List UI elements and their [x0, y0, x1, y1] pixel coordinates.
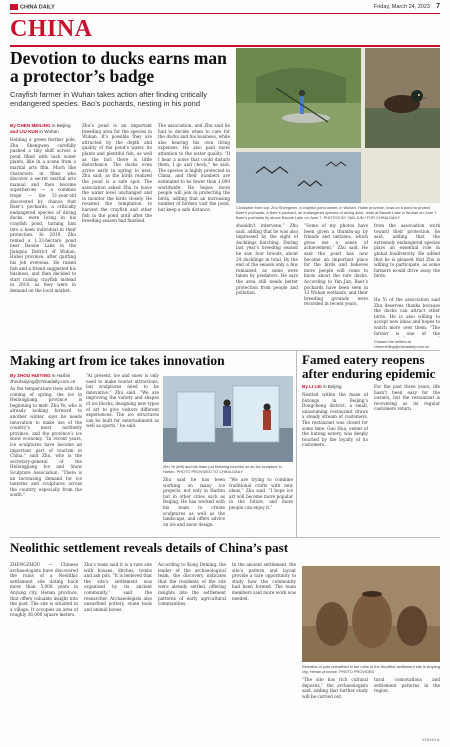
- lead-column-1: Holding a green feather pole, Zhu Shengwen carefully pushed a tiny skiff across a pond filled with lush water plants, like in a scene from a martial arts film. Much like characters in films who discover a secret martial arts manual and then become superheroes — a common trope — the 51-year-old discovered by chance that Baer’s pochards, a critically endangered species of diving ducks, were living in his crayfish pond, turning him into a keen individual in their protection. In 2019, Zhu rented a 1.33-hectare pond near Baoxie Lake in the Jiangxia District of Wuhan, Hubei province, after quitting his job overseas. He raised fish and a friend suggested his business, and then decided to start raising crayfish instead in 2018, as they were in demand on the local market.: [10, 137, 76, 294]
- lead-column-7: Hu Yi of the association said Zhu deserves thanks because the ducks can attract other birds. He is also willing to accept new ideas and hopes to watch more over them. “The farmer is one of the: [374, 297, 440, 336]
- lead-photo-collage: [236, 48, 440, 203]
- neolithic-column-1: ZHENGZHOU — Chinese archaeologists have discovered the ruins of a Neolithic settlement site dating back more than 5,000 years in Anyang city, Henan province, that offers valuable insight into the past. The site is situated in a village. It occupies an area of roughly 36,000 square meters.: [10, 562, 78, 618]
- ice-byline: [10, 373, 82, 384]
- eatery-byline-place: in Beijing: [321, 384, 342, 389]
- paper-logo: [10, 4, 55, 10]
- eatery-headline: Famed eatery reopens after enduring epidemic: [302, 352, 436, 381]
- issue-date: Friday, March 24, 2023: [373, 4, 430, 10]
- lead-column-5: “Some of my photos have been given a thumbs-up by friends and netizens, which gives me a sense of achievement,” Zhu said. He said the pond has now become an important place for the birds and believes more people will come to know about the rare ducks. According to Yan Jun, Baer’s pochards have been seen in 12 Wuhan wetlands, and their breeding grounds were recorded in recent years.: [304, 223, 368, 307]
- neolithic-column-4: In the ancient settlement, the site’s pattern and layout provide a rare opportunity to study how the community had been formed. The team members said more work was needed.: [232, 562, 296, 601]
- neolithic-photo-caption: Remains of pots unearthed in the ruins of the Neolithic settlement site in Anyang city, Henan province. PHOTO PROVIDED: [302, 664, 440, 674]
- byline-author-2: and LIU KUN: [10, 128, 39, 134]
- lead-column-4: shouldn’t intervene,” Zhu said, adding that he was also impressed by the sight of ducklings hatching. During last year’s breeding season he saw four broods, about 24 ducklings in total. By the end of the season only a few remained, as some were taken by predators. He says the area still needs better protection from people and pollution.: [236, 223, 298, 296]
- lead-headline: Devotion to ducks earns man a protector’s badge: [10, 48, 227, 86]
- lead-photo-caption: Clockwise from top: Zhu Shengwen, a crayfish pond owner, in Wuhan, Hubei province, rows on a pond to protect Baer’s pochards, a Baer’s pochard, an endangered species of diving duck, rests at Baoxie Lake in Wuhan on June 7. Baer’s pochards fly above Baoxie Lake on June 7. PHOTOS BY YAN JUN / FOR CHINA DAILY: [236, 205, 438, 220]
- divider-2: [10, 537, 440, 538]
- ice-column-2: “At present, ice and snow is only used to make tourist attractions, but sculptures need to be innovative,” Zhu said. “We are improving the variety and shapes of ice blocks, designing new types of art to give visitors different experiences. The ice structures can be built for entertainment as well as sports,” he said.: [86, 373, 159, 429]
- flying-ducks-photo: [236, 152, 361, 203]
- lead-column-2: Zhu’s pond is an important breeding area for the species in Wuhan. It’s possible they are attracted by the depth and quality of the pond’s water, its plants and plentiful fish, as well as the fact there is little disturbance. The ducks even arrive early in spring to nest, Zhu said, as the birds realized the pond is a safe spot. The association asked Zhu to leave the water level unchanged and to monitor the birds closely. He resisted the temptation to harvest the crayfish and other fish in the pond until after the breeding season had finished.: [82, 123, 152, 224]
- eatery-byline-author: By LI LEI: [302, 384, 322, 389]
- neolithic-column-3: According to Kong Deming, the leader of the archaeological team, the discovery indicates that the residents of the site were already settled, offering insights into the settlement patterns of early agricultural communities.: [158, 562, 226, 607]
- ice-sculpture-photo: [163, 376, 293, 462]
- ice-column-4: Zhu said he has been working on many ice projects, not only in Harbin but in other cities such as Beijing. He has worked with his team to create sculptures as well as the landscape, and offers advice on ice and snow design.: [163, 477, 225, 527]
- lead-deck: Crayfish farmer in Wuhan takes action after finding critically endangered species. Bao’s pochards, nesting in his pond: [10, 90, 208, 108]
- masthead-rule: [10, 13, 440, 14]
- eatery-column-1: Nestled within the maze of hutongs in Beijing’s Dongcheng district, a small, unassuming restaurant draws a steady stream of customers. The restaurant was closed for some time. Guo Hua, owner of the hutong eatery, was deeply touched by the loyalty of its customers.: [302, 392, 368, 448]
- byline-place-1: in Beijing: [50, 123, 71, 128]
- byline-line-2: [10, 129, 76, 135]
- ice-headline: Making art from ice takes innovation: [10, 353, 225, 368]
- byline-place-2: in Wuhan: [38, 128, 59, 134]
- section-title: CHINA: [10, 16, 93, 42]
- lead-column-6: from the association work toward their protection, he said, adding that the extremely endangered species plays an essential role in global biodiversity. He added that he is pleased that Zhu is willing to participate, as some farmers would drive away the birds.: [374, 223, 440, 279]
- eatery-byline: [302, 384, 368, 390]
- lead-column-3: The association, and Zhu said he had to decide when to care for the ducks and his business, while also bearing his own living expenses. He also paid more attention to the water quality. “If I hear a noise that could disturb them, I go and check,” he said. The species is highly protected in China, and their numbers are estimated to be fewer than 1,000 worldwide. He hopes more people will join in protecting the birds, adding that an increasing number of birders visit the pond, but keep a safe distance.: [158, 123, 230, 212]
- ice-column-5: “We are trying to combine traditional crafts with new ideas,” Zhu said. “I hope ice art will become more popular in the future, and more people can enjoy it.”: [229, 477, 293, 510]
- neolithic-column-5: “The site has rich cultural deposits,” the archaeologists said, adding that further study will be carried out.: [302, 677, 368, 699]
- ice-byline-email: zhouhuiying@chinadaily.com.cn: [10, 378, 76, 384]
- column-divider: [296, 351, 297, 537]
- ice-byline-place: in Harbin: [50, 373, 71, 378]
- neolithic-column-2: Zhu’s team said it is a rare site with houses, ditches, tombs and ash pits. “It is believed that the site’s settlement was organized by its ancient community,” said the researcher. Archaeologists also unearthed pottery, stone tools and animal bones.: [84, 562, 152, 612]
- eatery-column-2: For the past three years, life hasn’t been easy for the owners, but the restaurant is recovering as its regular customers return.: [374, 384, 440, 412]
- neolithic-column-6: tural connotations and settlement patterns in the region.: [374, 677, 440, 694]
- ice-byline-author: By ZHOU HUIYING: [10, 373, 51, 378]
- logo-badge-icon: [10, 4, 18, 10]
- lead-byline: [10, 123, 76, 134]
- ice-column-1: As the temperature rises with the coming of spring, the ice in Heilongjiang province is beginning to melt. Zhu Ye, who is already looking forward to another winter, says he needs innovation to make use of the country’s most northerly province, and the province’s ice snow economy. “In recent years, ice sculptures have become an important part of tourism in China,” said Zhu, who is the secretary-general of the Heilongjiang Ice and Snow Sculpture Association. “There is an increasing demand for ice lanterns and sculptures across the country, especially from the south.”: [10, 386, 82, 498]
- agency-signature: XINHUA: [421, 737, 440, 742]
- section-rule: [10, 45, 440, 47]
- neolithic-headline: Neolithic settlement reveals details of China’s past: [10, 540, 289, 555]
- paper-name: CHINA DAILY: [20, 4, 55, 11]
- ice-photo-caption: Zhu Ye (left) and his team put finishing touches on an ice sculpture in Harbin. PHOTO PROVIDED TO CHINA DAILY: [163, 464, 282, 474]
- page-number: 7: [436, 3, 440, 10]
- divider-1: [10, 350, 440, 351]
- lead-contact: Contact the writers at chenmeiling@chinadaily.com.cn: [374, 339, 430, 349]
- byline-author-1: By CHEN MEILING: [10, 123, 51, 128]
- neolithic-pots-photo: [302, 566, 440, 662]
